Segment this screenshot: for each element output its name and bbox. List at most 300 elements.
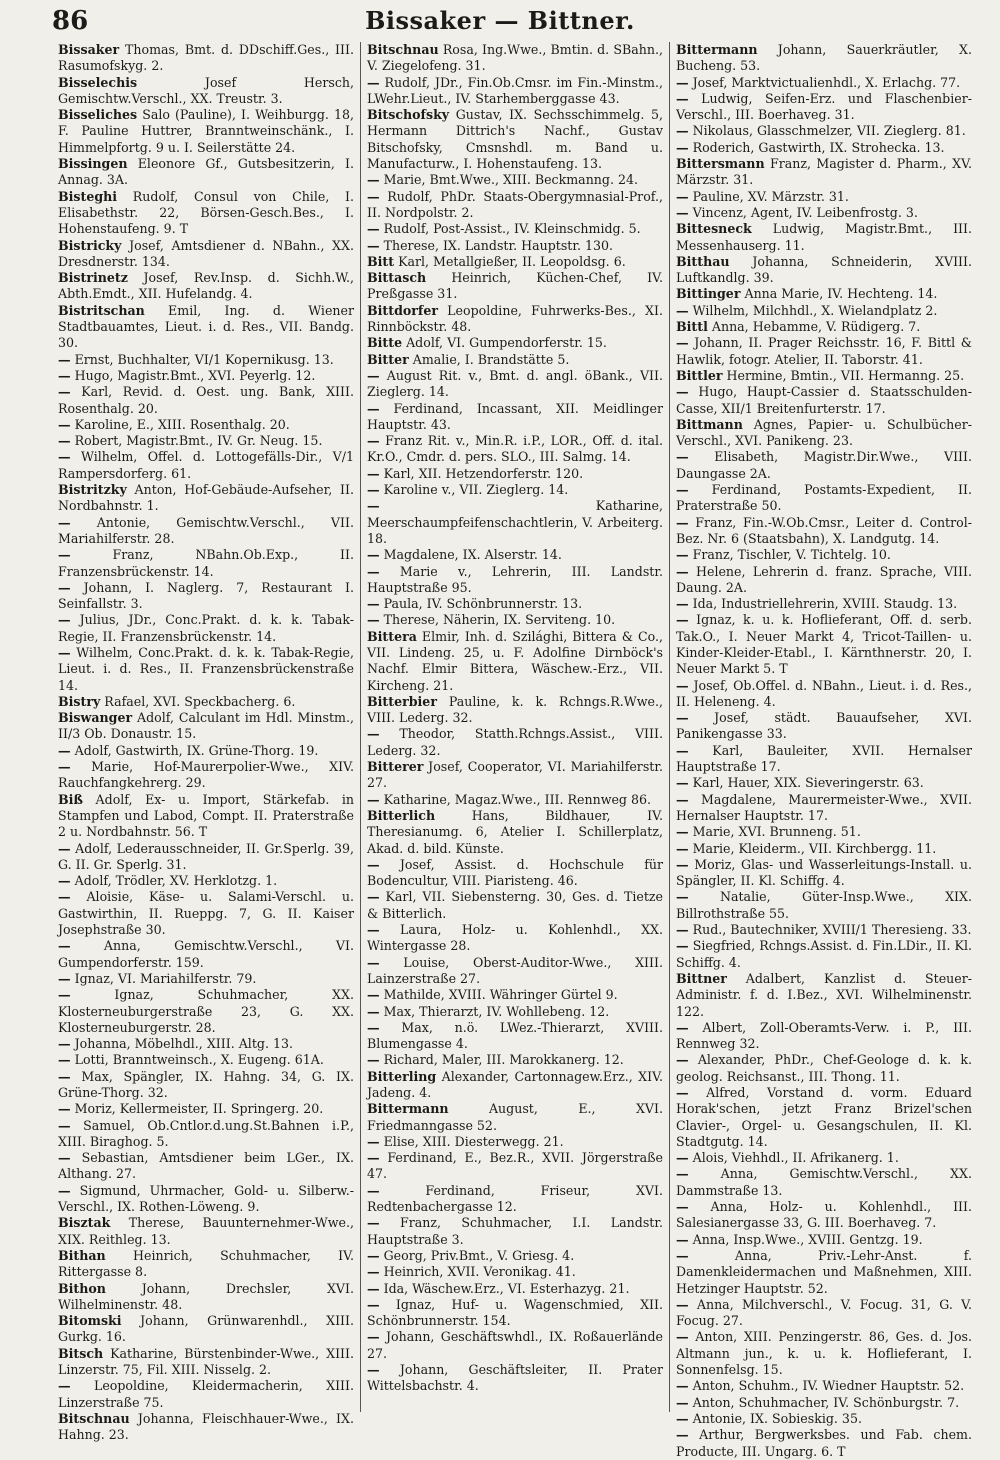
entry-surname: — [367,856,380,872]
directory-entry [367,1297,663,1330]
entry-details: Anton, XIII. Penzingerstr. 86, Ges. d. Jos. Altmann jun., k. u. k. Hoflieferant, I. Sonnenfelsg. 15. [676,1329,972,1378]
entry-surname: — [676,1166,689,1182]
column-3 [669,42,978,1459]
directory-entry [58,303,354,352]
directory-entry [676,1248,972,1297]
directory-entry [367,1183,663,1216]
entry-surname: — [676,123,689,139]
entry-surname: — [58,1052,71,1068]
entry-surname: — [676,563,689,579]
entry-surname: — [58,579,71,595]
entry-details: Ludwig, Seifen-Erz. und Flaschenbier-Verschl., III. Boerhaveg. 31. [676,90,972,123]
entry-details: Katharine, Magaz.Wwe., III. Rennweg 86. [379,791,652,807]
entry-surname: — [367,889,380,905]
entry-surname: — [676,1329,689,1345]
entry-details: Roderich, Gastwirth, IX. Strohecka. 13. [688,139,945,155]
entry-details: Amalie, I. Brandstätte 5. [408,351,570,367]
directory-entry [367,433,663,466]
entry-details: Pauline, k. k. Rchngs.R.Wwe., VIII. Lederg. 32. [367,693,663,726]
directory-entry [367,1329,663,1362]
directory-entry [367,759,663,792]
directory-entry [58,107,354,156]
entry-details: Anna, Gemischtw.Verschl., XX. Dammstraße 13. [676,1166,972,1198]
directory-entry [676,1232,972,1248]
entry-surname: Bitterling [367,1068,437,1084]
entry-surname: — [58,384,71,400]
entry-details: Katharine, Meerschaumpfeifenschachtlerin, V. Arbeiterg. 18. [367,498,663,546]
entry-surname: — [367,1329,380,1345]
entry-surname: — [676,204,689,220]
entry-details: Therese, Näherin, IX. Serviteng. 10. [379,612,616,628]
directory-entry [676,824,972,840]
directory-entry [367,547,663,563]
entry-surname: — [676,596,689,612]
entry-surname: — [676,1296,689,1312]
directory-entry [676,303,972,319]
directory-entry [676,384,972,417]
entry-details: Josef, Rev.Insp. d. Sichh.W., Abth.Emdt., XII. Hufelandg. 4. [58,270,354,302]
entry-details: Eleonore Gf., Gutsbesitzerin, I. Annag. 3A. [58,156,354,188]
entry-details: Julius, JDr., Conc.Prakt. d. k. k. Tabak-Regie, II. Franzensbrückenstr. 14. [58,612,354,644]
directory-entry [676,743,972,776]
entry-surname: — [676,612,689,628]
entry-details: Elmir, Inh. d. Szilághi, Bittera & Co., VII. Lindeng. 25, u. F. Adolfine Dirnböck's Nachf. Elmir Bittera, Wäschew.-Erz., VII. Kircheng. 21. [367,628,663,693]
directory-entry [367,466,663,482]
entry-details: Johann, Grünwarenhdl., XIII. Gurkg. 16. [58,1313,354,1345]
directory-entry [58,547,354,580]
entry-details: Adolf, Ex- u. Import, Stärkefab. in Stampfen und Labod, Compt. II. Praterstraße 2 u. Nordbahnstr. 56. T [58,791,354,840]
directory-entry [676,564,972,597]
entry-surname: — [367,237,380,253]
entry-surname: — [58,1150,71,1166]
entry-details: Max, n.ö. LWez.-Thierarzt, XVIII. Blumengasse 4. [367,1019,663,1052]
entry-details: Johanna, Fleischhauer-Wwe., IX. Hahng. 23. [58,1410,354,1443]
entry-details: Karoline, E., XIII. Rosenthalg. 20. [70,416,290,432]
entry-surname: — [676,710,689,726]
directory-entry [58,384,354,417]
entry-surname: — [58,416,71,432]
entry-details: Wilhelm, Conc.Prakt. d. k. k. Tabak-Regie, Lieut. i. d. Res., II. Franzensbrückenstraße 14. [58,644,354,693]
entry-details: Siegfried, Rchngs.Assist. d. Fin.LDir., II. Kl. Schiffg. 4. [676,938,972,970]
entry-surname: Bistrinetz [58,270,128,286]
entry-surname: Bittera [367,628,417,644]
entry-surname: — [58,873,71,889]
directory-entry [676,254,972,287]
entry-surname: — [58,449,71,465]
entry-surname: Bitt [367,253,395,269]
directory-entry [58,841,354,874]
directory-entry [676,156,972,189]
entry-details: Rudolf, Post-Assist., IV. Kleinschmidg. 5. [379,221,641,237]
entry-details: Ignaz, VI. Mariahilferstr. 79. [70,970,257,986]
entry-surname: Bittinger [676,286,741,302]
entry-details: Louise, Oberst-Auditor-Wwe., XIII. Lainzerstraße 27. [367,954,663,986]
entry-surname: Bistritzky [58,482,127,498]
page-number: 86 [52,6,89,36]
entry-surname: Bithan [58,1247,106,1263]
entry-details: Alexander, Cartonnagew.Erz., XIV. Jadeng. 4. [367,1068,663,1100]
entry-surname: Bitschofsky [367,107,450,123]
entry-surname: Bisztak [58,1215,111,1231]
entry-surname: — [676,677,689,693]
entry-details: Franz, Schuhmacher, I.I. Landstr. Hauptstraße 3. [367,1215,663,1247]
directory-entry [367,857,663,890]
entry-details: Marie, Hof-Maurerpolier-Wwe., XIV. Rauchfangkehrerg. 29. [58,759,354,791]
directory-entry [58,889,354,938]
entry-details: Adolf, VI. Gumpendorferstr. 15. [402,335,607,351]
entry-surname: — [58,840,71,856]
entry-details: Josef, Assist. d. Hochschule für Bodencultur, VIII. Piaristeng. 46. [367,856,663,889]
directory-entry [367,172,663,188]
directory-entry [58,1101,354,1117]
entry-details: Anna, Gemischtw.Verschl., VI. Gumpendorferstr. 159. [58,938,354,970]
entry-surname: — [58,1068,71,1084]
directory-entry [58,1183,354,1216]
directory-entry [58,987,354,1036]
entry-surname: — [58,938,71,954]
entry-details: Josef, Cooperator, VI. Mariahilferstr. 27. [367,759,663,791]
entry-details: Pauline, XV. Märzstr. 31. [688,188,849,204]
entry-surname: — [367,1133,380,1149]
entry-details: Josef, Ob.Offel. d. NBahn., Lieut. i. d. Res., II. Heleneng. 4. [676,677,972,709]
entry-surname: — [367,1019,380,1035]
entry-surname: — [58,367,71,383]
entry-surname: Bissingen [58,156,128,172]
entry-surname: — [58,433,71,449]
entry-details: Sebastian, Amtsdiener beim LGer., IX. Althang. 27. [58,1150,354,1182]
directory-entry [367,238,663,254]
entry-details: Theodor, Statth.Rchngs.Assist., VIII. Lederg. 32. [367,726,663,758]
directory-entry [367,889,663,922]
directory-entry [676,42,972,75]
directory-entry [58,433,354,449]
directory-entry [676,1329,972,1378]
entry-surname: Bitterlich [367,807,436,823]
entry-details: Adolf, Calculant im Hdl. Minstm., II/3 Ob. Donaustr. 15. [58,710,354,742]
entry-surname: — [676,1427,689,1443]
directory-entry [676,140,972,156]
directory-entry [676,792,972,825]
directory-entry [676,286,972,302]
directory-entry [676,368,972,384]
entry-details: Karl, VII. Siebensterng. 30, Ges. d. Tietze & Bitterlich. [367,889,663,921]
entry-surname: Bitschnau [58,1410,130,1426]
entry-details: Helene, Lehrerin d. franz. Sprache, VIII. Daung. 2A. [676,563,972,595]
directory-entry [367,612,663,628]
entry-details: Salo (Pauline), I. Weihburgg. 18, F. Pauline Huttrer, Branntweinschänk., I. Himmelpfortg. 9 u. I. Seilerstätte 24. [58,107,354,155]
entry-details: Ferdinand, Friseur, XVI. Redtenbachergasse 12. [367,1182,663,1215]
entry-details: Adolf, Lederausschneider, II. Gr.Sperlg. 39, G. II. Gr. Sperlg. 31. [58,840,354,872]
directory-entry [58,352,354,368]
entry-details: Thomas, Bmt. d. DDschiff.Ges., III. Rasumofskyg. 2. [58,42,354,74]
entry-details: Ferdinand, E., Bez.R., XVII. Jörgerstraße 47. [367,1150,663,1182]
directory-entry [367,42,663,75]
entry-surname: — [676,1410,689,1426]
entry-details: Adolf, Trödler, XV. Herklotzg. 1. [70,873,278,889]
entry-details: Heinrich, XVII. Veronikag. 41. [379,1264,576,1280]
directory-entry [676,710,972,743]
directory-entry [676,515,972,548]
directory-entry [367,596,663,612]
directory-entry [58,743,354,759]
entry-surname: — [367,74,380,90]
directory-entry [58,759,354,792]
entry-surname: — [58,1182,71,1198]
directory-entry [676,1199,972,1232]
entry-details: Johanna, Schneiderin, XVIII. Luftkandlg. 39. [676,253,972,286]
entry-details: Elise, XIII. Diesterwegg. 21. [379,1133,564,1149]
entry-surname: Bitter [367,351,409,367]
entry-details: Heinrich, Schuhmacher, IV. Rittergasse 8. [58,1247,354,1280]
entry-details: Josef, Amtsdiener d. NBahn., XX. Dresdnerstr. 134. [58,237,354,269]
entry-surname: — [676,1019,689,1035]
directory-entry [367,564,663,597]
directory-entry [676,1378,972,1394]
entry-details: Nikolaus, Glasschmelzer, VII. Zieglerg. 81. [688,123,966,139]
entry-surname: — [676,514,689,530]
directory-entry [58,710,354,743]
entry-details: Josef, städt. Bauaufseher, XVI. Panikengasse 33. [676,710,972,742]
entry-details: Lotti, Branntweinsch., X. Eugeng. 61A. [70,1052,324,1068]
entry-details: Therese, IX. Landstr. Hauptstr. 130. [379,237,614,253]
entry-surname: — [676,1085,689,1100]
entry-surname: Bittdorfer [367,302,438,318]
entry-details: Marie, Kleiderm., VII. Kirchbergg. 11. [688,840,937,856]
entry-surname: Biß [58,791,83,807]
directory-entry [58,515,354,548]
entry-surname: — [58,759,71,775]
entry-details: Rudolf, JDr., Fin.Ob.Cmsr. im Fin.-Minstm., LWehr.Lieut., IV. Starhemberggasse 43. [367,74,663,106]
entry-details: Aloisie, Käse- u. Salami-Verschl. u. Gastwirthin, II. Rueppg. 7, G. II. Kaiser Josephstraße 30. [58,889,354,938]
entry-surname: — [676,775,689,791]
directory-entry [367,955,663,988]
entry-surname: — [676,449,689,465]
entry-details: Anton, Hof-Gebäude-Aufseher, II. Nordbahnstr. 1. [58,482,354,514]
entry-surname: — [367,498,380,514]
directory-entry [676,841,972,857]
entry-details: Karl, Metallgießer, II. Leopoldsg. 6. [394,253,626,269]
entry-details: Anna Marie, IV. Hechteng. 14. [740,286,938,302]
entry-surname: — [58,987,71,1003]
directory-entry [58,417,354,433]
directory-entry [676,75,972,91]
entry-details: Johann, Geschäftsleiter, II. Prater Wittelsbachstr. 4. [367,1362,663,1394]
entry-details: Georg, Priv.Bmt., V. Griesg. 4. [379,1247,575,1263]
entry-surname: — [58,742,71,758]
directory-entry [676,678,972,711]
directory-entry [676,889,972,922]
entry-details: Therese, Bauunternehmer-Wwe., XIX. Reithleg. 13. [58,1215,354,1247]
entry-details: Ferdinand, Postamts-Expedient, II. Praterstraße 50. [676,482,972,514]
entry-surname: — [367,954,380,970]
entry-details: Rafael, XVI. Speckbacherg. 6. [100,693,296,709]
entry-details: Sigmund, Uhrmacher, Gold- u. Silberw.-Verschl., IX. Rothen-Löweng. 9. [58,1182,354,1215]
entry-surname: — [367,367,380,383]
entry-surname: Bistritschan [58,302,145,318]
directory-entry [367,922,663,955]
directory-entry [58,612,354,645]
entry-details: Albert, Zoll-Oberamts-Verw. i. P., III. Rennweg 32. [676,1019,972,1052]
entry-surname: Bittler [676,367,723,383]
directory-entry [58,792,354,841]
entry-surname: Bissaker [58,42,120,57]
entry-details: Anna, Priv.-Lehr-Anst. f. Damenkleidermachen und Maßnehmen, XIII. Hetzinger Hauptstr. 52. [676,1247,972,1296]
entry-surname: — [676,384,689,400]
directory-entry [58,938,354,971]
directory-entry [58,1313,354,1346]
entry-surname: — [367,1247,380,1263]
directory-entry [367,75,663,108]
entry-details: Anna, Milchverschl., V. Focug. 31, G. V. Focug. 27. [676,1296,972,1329]
entry-surname: Bitte [367,335,403,351]
entry-surname: — [367,172,380,188]
directory-entry [367,1134,663,1150]
entry-surname: Bittesneck [676,221,752,237]
directory-entry [58,189,354,238]
directory-entry [676,335,972,368]
directory-entry [58,75,354,108]
entry-details: Johann, II. Prager Reichsstr. 16, F. Bittl & Hawlik, fotogr. Atelier, II. Taborstr. 41. [676,335,972,367]
entry-details: Moriz, Glas- und Wasserleitungs-Install. u. Spängler, II. Kl. Schiffg. 4. [676,856,972,889]
entry-surname: Bithon [58,1280,106,1296]
entry-details: Ignaz, k. u. k. Hoflieferant, Off. d. serb. Tak.O., I. Neuer Markt 4, Tricot-Taillen- u. Kinder-Kleider-Etabl., I. Kärnthnerstr. 20, I. Neuer Markt 5. T [676,612,972,677]
entry-details: Rud., Bautechniker, XVIII/1 Theresieng. 33. [688,922,972,938]
directory-entry [676,857,972,890]
directory-entry [676,1166,972,1199]
entry-details: Hugo, Haupt-Cassier d. Staatsschulden-Casse, XII/1 Breitenfurterstr. 17. [676,384,972,416]
entry-surname: Bittl [676,319,708,335]
entry-surname: Bisseliches [58,107,138,123]
entry-surname: — [676,922,689,938]
entry-surname: — [676,1247,689,1263]
directory-entry [367,498,663,547]
entry-surname: — [367,1052,380,1068]
entry-details: Emil, Ing. d. Wiener Stadtbauamtes, Lieut. i. d. Res., VII. Bandg. 30. [58,302,354,351]
entry-details: Leopoldine, Fuhrwerks-Bes., XI. Rinnböckstr. 48. [367,302,663,335]
entry-details: Franz, Magister d. Pharm., XV. Märzstr. 31. [676,156,972,188]
entry-details: Hugo, Magistr.Bmt., XVI. Peyerlg. 12. [70,367,316,383]
entry-details: Rudolf, Consul von Chile, I. Elisabethstr. 22, Börsen-Gesch.Bes., I. Hohenstaufeng. 9. T [58,188,354,237]
entry-surname: Bitomski [58,1313,122,1329]
directory-entry [367,401,663,434]
directory-entry [676,775,972,791]
entry-surname: — [367,922,380,938]
directory-entry [58,873,354,889]
directory-entry [58,1248,354,1281]
entry-surname: — [367,1280,380,1296]
directory-entry [676,547,972,563]
entry-surname: Bitschnau [367,42,439,57]
entry-surname: — [367,1296,380,1312]
entry-surname: — [367,596,380,612]
entry-details: Hermine, Bmtin., VII. Hermanng. 25. [722,367,965,383]
entry-surname: — [676,74,689,90]
directory-entry [367,1069,663,1102]
directory-entry [58,1036,354,1052]
entry-surname: — [58,612,71,628]
entry-surname: — [367,1362,380,1378]
directory-entry [367,107,663,172]
entry-details: Max, Thierarzt, IV. Wohllebeng. 12. [379,1003,610,1019]
entry-details: Robert, Magistr.Bmt., IV. Gr. Neug. 15. [70,433,323,449]
entry-details: Elisabeth, Magistr.Dir.Wwe., VIII. Daungasse 2A. [676,449,972,481]
directory-entry [676,319,972,335]
entry-details: Johanna, Möbelhdl., XIII. Altg. 13. [70,1036,293,1052]
column-2 [360,42,669,1412]
directory-entry [367,1101,663,1134]
directory-entry [367,792,663,808]
directory-entry [676,938,972,971]
entry-surname: Bitthau [676,253,730,269]
directory-entry [58,156,354,189]
entry-surname: — [58,1117,71,1133]
entry-surname: — [367,1003,380,1019]
entry-surname: — [58,970,71,986]
entry-details: Marie, XVI. Brunneng. 51. [688,824,861,840]
directory-entry [58,1281,354,1314]
directory-entry [676,482,972,515]
entry-surname: Bittermann [367,1101,449,1117]
directory-entry [58,1378,354,1411]
directory-entry [367,1052,663,1068]
entry-details: Anna, Holz- u. Kohlenhdl., III. Salesianergasse 33, G. III. Boerhaveg. 7. [676,1199,972,1231]
directory-entry [676,1085,972,1150]
directory-entry [58,449,354,482]
entry-surname: — [676,938,689,954]
entry-surname: — [676,856,689,872]
entry-surname: Bittmann [676,416,743,432]
directory-entry [58,1069,354,1102]
entry-surname: — [367,221,380,237]
directory-entry [676,1150,972,1166]
entry-details: Alois, Viehhdl., II. Afrikanerg. 1. [688,1150,899,1166]
entry-details: Leopoldine, Kleidermacherin, XIII. Linzerstraße 75. [58,1378,354,1410]
entry-details: Karl, XII. Hetzendorferstr. 120. [379,465,584,481]
entry-surname: — [58,514,71,530]
entry-details: Ignaz, Schuhmacher, XX. Klosterneuburgerstraße 23, G. XX. Klosterneuburgerstr. 28. [58,987,354,1035]
entry-details: Paula, IV. Schönbrunnerstr. 13. [379,596,583,612]
directory-entry [676,205,972,221]
directory-entry [367,335,663,351]
entry-details: August, E., XVI. Friedmanngasse 52. [367,1101,663,1133]
directory-entry [367,368,663,401]
directory-entry [58,971,354,987]
directory-entry [367,726,663,759]
entry-surname: — [367,188,380,204]
directory-entry [58,1052,354,1068]
entry-details: Moriz, Kellermeister, II. Springerg. 20. [70,1101,324,1117]
entry-surname: Bitsch [58,1345,104,1361]
directory-entry [58,1346,354,1379]
entry-surname: — [58,547,71,563]
directory-entry [58,368,354,384]
directory-entry [367,629,663,694]
entry-details: Johann, Geschäftswhdl., IX. Roßauerlände 27. [367,1329,663,1361]
entry-details: Karl, Hauer, XIX. Sieveringerstr. 63. [688,775,924,791]
directory-entry [676,221,972,254]
directory-entry [367,694,663,727]
entry-details: Laura, Holz- u. Kohlenhdl., XX. Wintergasse 28. [367,922,663,954]
entry-details: Natalie, Güter-Insp.Wwe., XIX. Billrothstraße 55. [676,889,972,921]
column-1 [52,42,360,1443]
directory-entry [367,1215,663,1248]
directory-entry [367,1281,663,1297]
entry-surname: — [676,1378,689,1394]
directory-entry [676,922,972,938]
entry-surname: — [367,612,380,628]
entry-details: Adolf, Gastwirth, IX. Grüne-Thorg. 19. [70,742,319,758]
entry-surname: — [367,482,380,498]
